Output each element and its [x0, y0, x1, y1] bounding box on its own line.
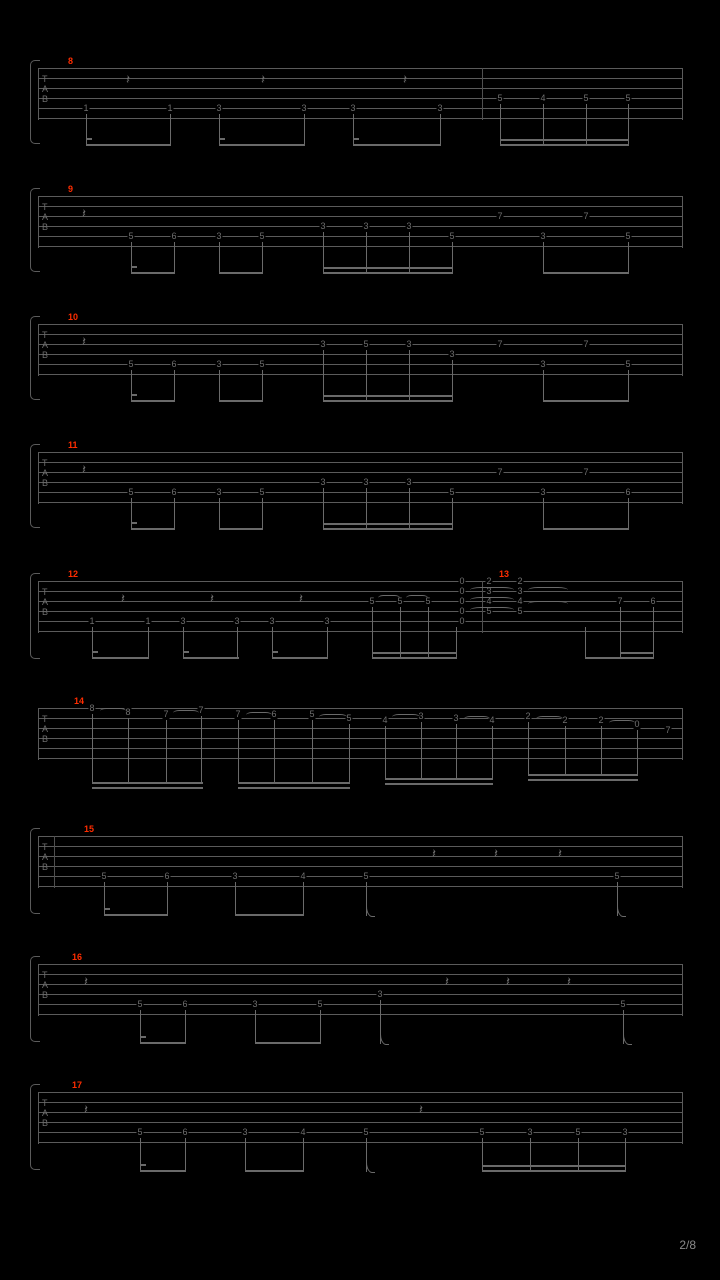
tab-note: 3 — [453, 713, 459, 723]
tab-note: 6 — [164, 871, 170, 881]
staff — [38, 196, 683, 248]
tab-note: 3 — [406, 477, 412, 487]
tab-note: 0 — [459, 576, 465, 586]
tab-note: 6 — [171, 231, 177, 241]
tab-note: 1 — [145, 616, 151, 626]
tab-note: 0 — [459, 596, 465, 606]
tab-note: 3 — [180, 616, 186, 626]
tab-note: 8 — [89, 703, 95, 713]
staff — [38, 1092, 683, 1144]
tab-note: 5 — [259, 487, 265, 497]
tab-note: 3 — [363, 221, 369, 231]
tab-note: 1 — [89, 616, 95, 626]
tab-note: 5 — [137, 999, 143, 1009]
tab-note: 8 — [125, 707, 131, 717]
tab-note: 3 — [527, 1127, 533, 1137]
tab-note: 7 — [617, 596, 623, 606]
tab-note: 3 — [377, 989, 383, 999]
tab-note: 7 — [583, 467, 589, 477]
tab-note: 0 — [634, 719, 640, 729]
tab-note: 3 — [517, 586, 523, 596]
rest-glyph: 𝄽 — [261, 72, 265, 87]
tab-note: 2 — [598, 715, 604, 725]
rest-glyph: 𝄽 — [82, 206, 86, 221]
tab-note: 3 — [320, 221, 326, 231]
tab-clef: T A B — [42, 842, 49, 872]
tab-note: 5 — [101, 871, 107, 881]
rest-glyph: 𝄽 — [210, 591, 214, 606]
tab-note: 5 — [128, 231, 134, 241]
tab-note: 3 — [216, 487, 222, 497]
tab-note: 5 — [449, 487, 455, 497]
rest-glyph: 𝄽 — [126, 72, 130, 87]
tab-note: 5 — [259, 231, 265, 241]
tab-note: 5 — [128, 359, 134, 369]
tab-clef: T A B — [42, 330, 49, 360]
tab-note: 5 — [625, 231, 631, 241]
tab-note: 5 — [309, 709, 315, 719]
tab-note: 0 — [459, 586, 465, 596]
tab-note: 5 — [369, 596, 375, 606]
tab-note: 5 — [625, 359, 631, 369]
tab-note: 4 — [300, 871, 306, 881]
tab-note: 7 — [163, 709, 169, 719]
staff — [38, 324, 683, 376]
tab-note: 4 — [540, 93, 546, 103]
rest-glyph: 𝄽 — [82, 334, 86, 349]
tab-note: 2 — [517, 576, 523, 586]
tab-note: 3 — [540, 231, 546, 241]
tab-note: 2 — [486, 576, 492, 586]
rest-glyph: 𝄽 — [445, 974, 449, 989]
measure-number: 13 — [499, 569, 510, 579]
tab-note: 3 — [350, 103, 356, 113]
tab-note: 5 — [137, 1127, 143, 1137]
tab-note: 5 — [625, 93, 631, 103]
tab-note: 3 — [324, 616, 330, 626]
staff — [38, 836, 683, 888]
tab-note: 7 — [497, 467, 503, 477]
measure-number: 12 — [68, 569, 79, 579]
tab-note: 6 — [171, 487, 177, 497]
tab-note: 4 — [486, 596, 492, 606]
tab-note: 1 — [167, 103, 173, 113]
tab-clef: T A B — [42, 587, 49, 617]
tab-clef: T A B — [42, 714, 49, 744]
rest-glyph: 𝄽 — [84, 1102, 88, 1117]
tab-note: 3 — [269, 616, 275, 626]
tab-note: 3 — [406, 339, 412, 349]
tab-note: 3 — [486, 586, 492, 596]
tab-note: 5 — [259, 359, 265, 369]
tab-clef: T A B — [42, 74, 49, 104]
tab-note: 5 — [583, 93, 589, 103]
rest-glyph: 𝄽 — [494, 846, 498, 861]
tab-note: 3 — [320, 477, 326, 487]
staff — [38, 964, 683, 1016]
tab-note: 3 — [216, 103, 222, 113]
tab-note: 3 — [406, 221, 412, 231]
tab-note: 3 — [449, 349, 455, 359]
tab-note: 6 — [182, 999, 188, 1009]
tab-note: 6 — [625, 487, 631, 497]
tab-note: 4 — [300, 1127, 306, 1137]
measure-number: 17 — [72, 1080, 83, 1090]
tab-note: 5 — [346, 713, 352, 723]
tab-note: 3 — [301, 103, 307, 113]
rest-glyph: 𝄽 — [567, 974, 571, 989]
tab-note: 3 — [216, 231, 222, 241]
rest-glyph: 𝄽 — [432, 846, 436, 861]
tab-note: 6 — [650, 596, 656, 606]
tab-note: 2 — [562, 715, 568, 725]
tab-note: 5 — [449, 231, 455, 241]
measure-number: 11 — [68, 440, 78, 450]
tab-note: 6 — [271, 709, 277, 719]
rest-glyph: 𝄽 — [299, 591, 303, 606]
tab-note: 3 — [540, 487, 546, 497]
tab-note: 5 — [517, 606, 523, 616]
tab-clef: T A B — [42, 1098, 49, 1128]
tab-note: 5 — [363, 1127, 369, 1137]
tab-note: 7 — [665, 725, 671, 735]
tab-note: 1 — [83, 103, 89, 113]
tab-note: 4 — [517, 596, 523, 606]
staff — [38, 452, 683, 504]
rest-glyph: 𝄽 — [84, 974, 88, 989]
tab-note: 0 — [459, 616, 465, 626]
tab-note: 7 — [497, 339, 503, 349]
tab-note: 5 — [425, 596, 431, 606]
tab-note: 5 — [397, 596, 403, 606]
tab-note: 3 — [234, 616, 240, 626]
tab-note: 2 — [525, 711, 531, 721]
tab-note: 5 — [479, 1127, 485, 1137]
tab-note: 3 — [320, 339, 326, 349]
tab-note: 0 — [459, 606, 465, 616]
tab-note: 3 — [216, 359, 222, 369]
tab-note: 3 — [622, 1127, 628, 1137]
measure-number: 8 — [68, 56, 74, 66]
tab-clef: T A B — [42, 970, 49, 1000]
tab-note: 7 — [583, 339, 589, 349]
staff — [38, 708, 683, 760]
tab-note: 7 — [497, 211, 503, 221]
tab-note: 6 — [182, 1127, 188, 1137]
measure-number: 9 — [68, 184, 74, 194]
tab-note: 4 — [489, 715, 495, 725]
rest-glyph: 𝄽 — [506, 974, 510, 989]
tab-note: 5 — [614, 871, 620, 881]
rest-glyph: 𝄽 — [558, 846, 562, 861]
rest-glyph: 𝄽 — [419, 1102, 423, 1117]
tab-note: 5 — [128, 487, 134, 497]
measure-number: 10 — [68, 312, 79, 322]
tab-note: 3 — [252, 999, 258, 1009]
tab-note: 7 — [583, 211, 589, 221]
tab-note: 5 — [363, 871, 369, 881]
rest-glyph: 𝄽 — [82, 462, 86, 477]
staff — [38, 581, 683, 633]
tab-note: 3 — [232, 871, 238, 881]
tab-note: 3 — [418, 711, 424, 721]
tab-note: 5 — [497, 93, 503, 103]
tab-note: 3 — [437, 103, 443, 113]
tab-note: 6 — [171, 359, 177, 369]
tab-note: 7 — [198, 705, 204, 715]
tab-note: 3 — [242, 1127, 248, 1137]
tab-note: 5 — [575, 1127, 581, 1137]
tab-note: 5 — [486, 606, 492, 616]
measure-number: 15 — [84, 824, 95, 834]
tab-note: 5 — [317, 999, 323, 1009]
tab-note: 5 — [620, 999, 626, 1009]
rest-glyph: 𝄽 — [121, 591, 125, 606]
tab-note: 5 — [363, 339, 369, 349]
tab-note: 7 — [235, 709, 241, 719]
measure-number: 16 — [72, 952, 83, 962]
rest-glyph: 𝄽 — [403, 72, 407, 87]
tab-note: 3 — [540, 359, 546, 369]
tab-note: 3 — [363, 477, 369, 487]
page-number: 2/8 — [679, 1238, 696, 1252]
measure-number: 14 — [74, 696, 85, 706]
tab-clef: T A B — [42, 458, 49, 488]
tab-clef: T A B — [42, 202, 49, 232]
tab-note: 4 — [382, 715, 388, 725]
